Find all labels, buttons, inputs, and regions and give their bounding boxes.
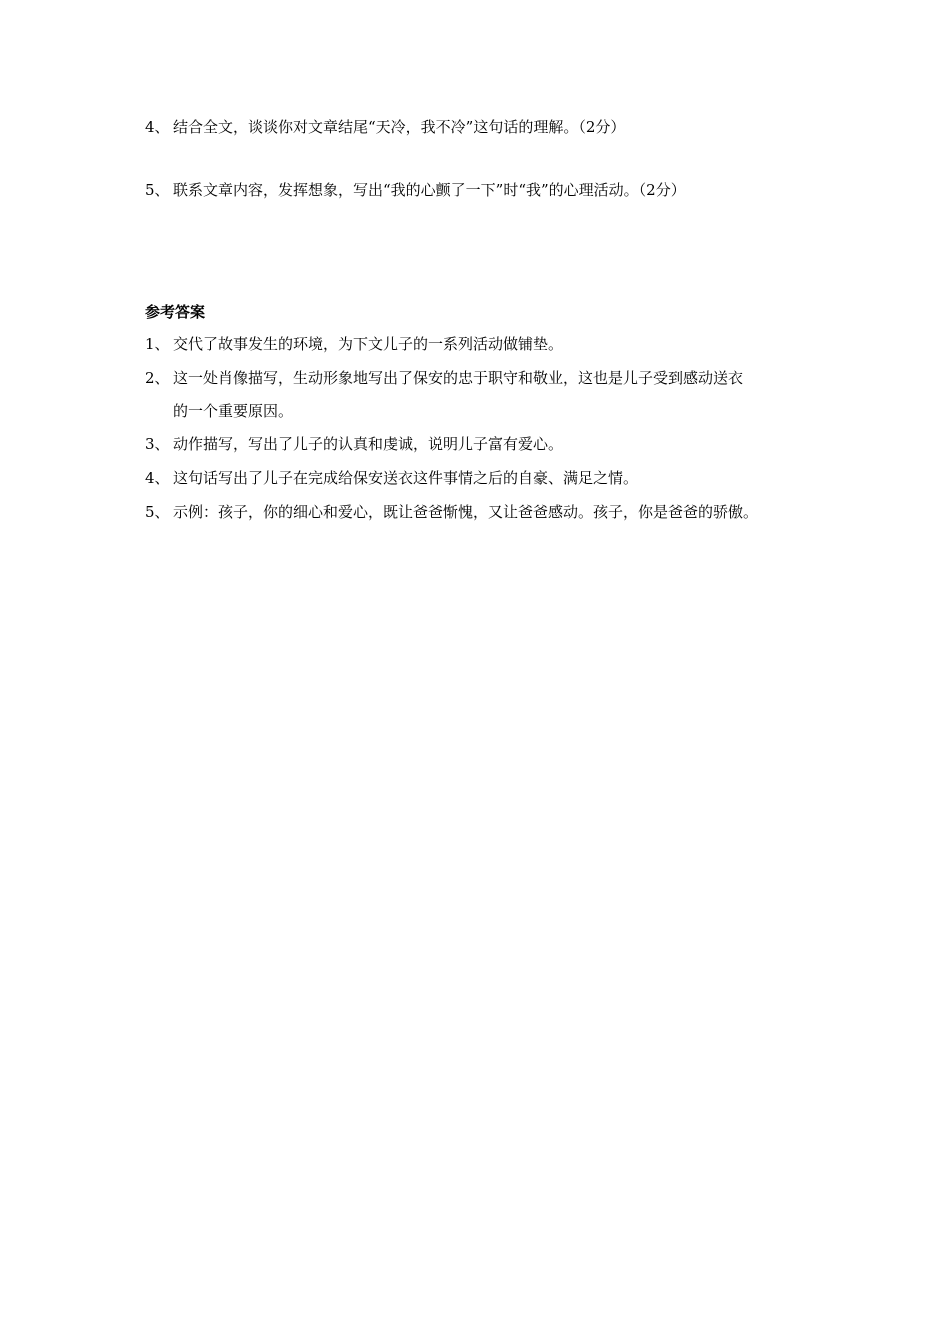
- answer-text: 动作描写，写出了儿子的认真和虔诚，说明儿子富有爱心。: [173, 435, 564, 453]
- answer-number: 5、: [145, 503, 170, 521]
- answer-2: [145, 368, 825, 421]
- answer-text: 这句话写出了儿子在完成给保安送衣这件事情之后的自豪、满足之情。: [173, 469, 639, 487]
- answer-1: [145, 334, 825, 354]
- answer-3: [145, 434, 825, 454]
- question-number: 5、: [145, 181, 170, 199]
- answer-number: 4、: [145, 469, 170, 487]
- answer-text: 交代了故事发生的环境，为下文儿子的一系列活动做铺垫。: [173, 335, 564, 353]
- answer-number: 1、: [145, 335, 170, 353]
- answer-5: [145, 502, 825, 522]
- answer-text: 示例：孩子，你的细心和爱心，既让爸爸惭愧，又让爸爸感动。孩子，你是爸爸的骄傲。: [173, 503, 759, 521]
- answer-text: 这一处肖像描写，生动形象地写出了保安的忠于职守和敬业，这也是儿子受到感动送衣: [173, 369, 744, 387]
- question-number: 4、: [145, 118, 170, 136]
- answer-number: 3、: [145, 435, 170, 453]
- question-text: 结合全文，谈谈你对文章结尾“天冷，我不冷”这句话的理解。（2分）: [173, 118, 626, 136]
- answer-4: [145, 468, 825, 488]
- question-4: [145, 117, 825, 137]
- answer-number: 2、: [145, 369, 170, 387]
- question-5: [145, 180, 825, 200]
- question-text: 联系文章内容，发挥想象，写出“我的心颤了一下”时“我”的心理活动。（2分）: [173, 181, 686, 199]
- answers-heading: 参考答案: [145, 303, 206, 321]
- answer-text-continued: 的一个重要原因。: [173, 402, 294, 420]
